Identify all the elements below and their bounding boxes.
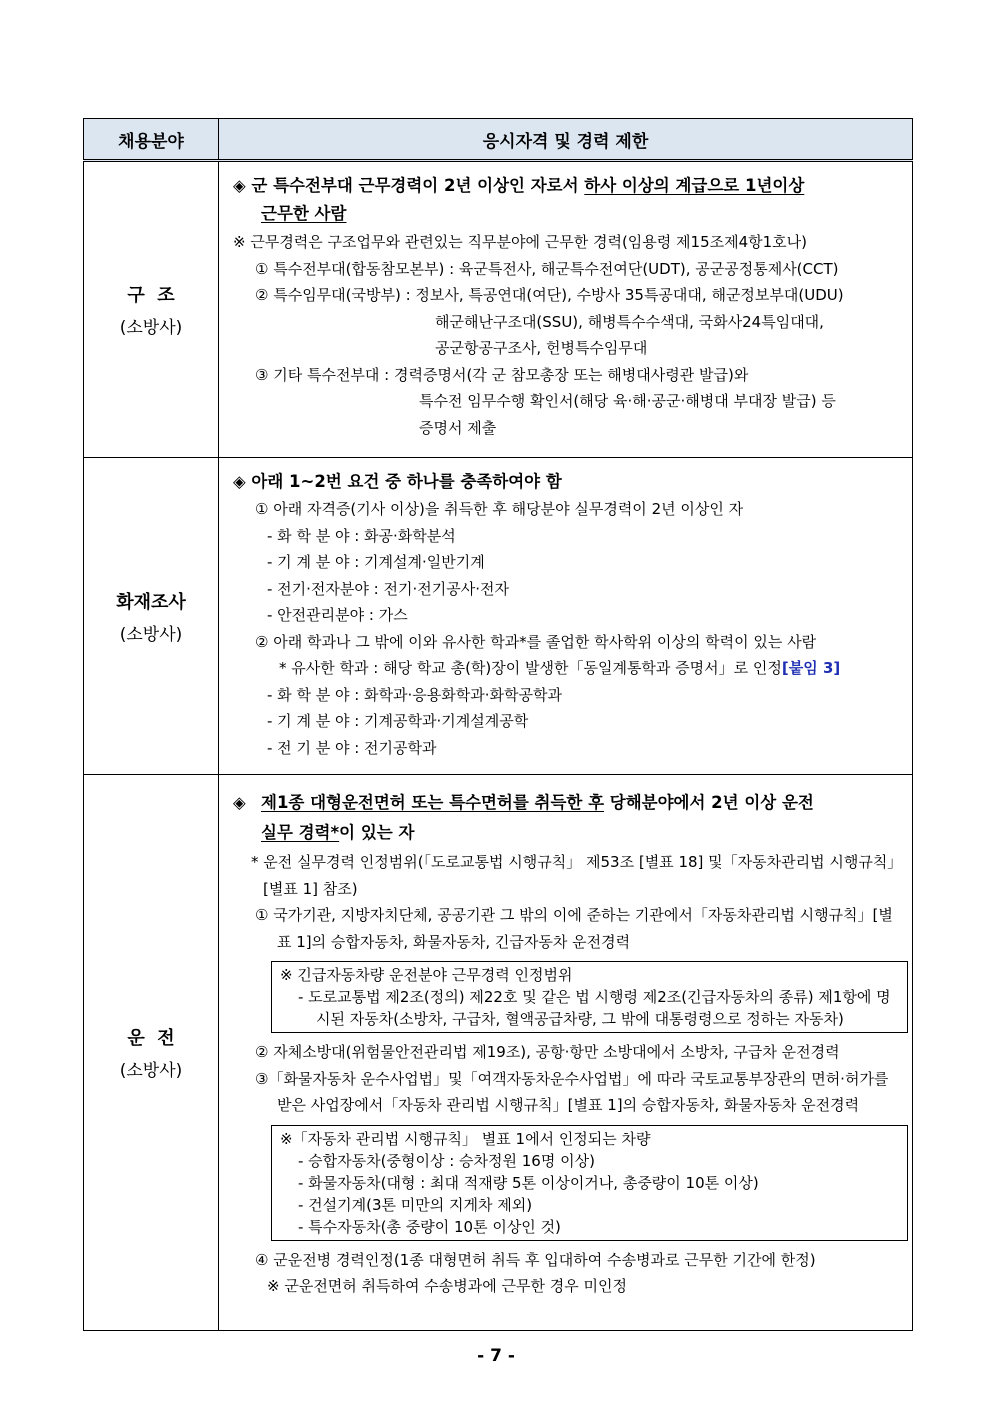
list-item: ② 아래 학과나 그 밖에 이와 유사한 학과*를 졸업한 학사학위 이상의 학력이 있는 사람	[255, 632, 817, 651]
note: * 운전 실무경력 인정범위(「도로교통법 시행규칙」 제53조 [별표 18] 및「자동차관리법 시행규칙」[별표 1] 참조)	[251, 853, 903, 898]
field-name: 구 조	[127, 285, 175, 306]
header-field: 채용분야	[84, 119, 219, 161]
list-item-cont: 특수전 임무수행 확인서(해당 육·해·공군·해병대 부대장 발급) 등	[419, 392, 836, 410]
list-item: ④ 군운전병 경력인정(1종 대형면허 취득 후 입대하여 수송병과로 근무한 기간에 한정)	[255, 1250, 816, 1269]
diamond-bullet-icon: ◈	[233, 793, 246, 812]
headline-underlined-cont: 실무 경력*	[261, 823, 340, 842]
qualification-cell	[219, 458, 913, 775]
field-cell	[84, 458, 219, 775]
headline-text: 당해분야에서 2년 이상 운전	[604, 793, 814, 812]
field-rank: (소방사)	[119, 318, 183, 338]
note: * 유사한 학과 : 해당 학교 총(학)장이 발생한「동일계통학과 증명서」로 인정	[279, 659, 782, 677]
field-name: 화재조사	[116, 591, 186, 613]
header-qualification: 응시자격 및 경력 제한	[219, 119, 913, 161]
list-item: ① 아래 자격증(기사 이상)을 취득한 후 해당분야 실무경력이 2년 이상인 자	[255, 500, 744, 518]
box-item: - 도로교통법 제2조(정의) 제22호 및 같은 법 시행령 제2조(긴급자동차의 종류) 제1항에 명시된 자동차(소방차, 구급차, 혈액공급차량, 그 밖에 대통령령으로 정하는 자동차)	[298, 988, 891, 1028]
table-row-driving	[84, 775, 913, 1331]
box-item: - 특수자동차(총 중량이 10톤 이상인 것)	[298, 1217, 561, 1236]
qualification-cell	[219, 775, 913, 1331]
page-number: - 7 -	[477, 1346, 515, 1366]
list-item: - 안전관리분야 : 가스	[267, 606, 408, 624]
headline-text: ◈ 군 특수전부대 근무경력이 2년 이상인 자로서	[233, 176, 585, 195]
requirements-table	[83, 118, 913, 1331]
attachment-ref: [붙임 3]	[781, 659, 841, 677]
field-cell	[84, 161, 219, 458]
headline-underlined: 하사 이상의 계급으로 1년이상	[584, 176, 805, 195]
field-rank: (소방사)	[119, 624, 183, 645]
list-item: ① 특수전부대(합동참모본부) : 육군특전사, 해군특수전여단(UDT), 공군공정통제사(CCT)	[255, 259, 839, 278]
box-title: ※「자동차 관리법 시행규칙」 별표 1에서 인정되는 차량	[280, 1129, 651, 1148]
list-item: - 전기·전자분야 : 전기·전기공사·전자	[267, 579, 509, 598]
headline-text-cont: 이 있는 자	[339, 823, 415, 842]
list-item-cont: 공군항공구조사, 헌병특수임무대	[435, 339, 648, 357]
headline-text: ◈ 아래 1~2번 요건 중 하나를 충족하여야 함	[233, 472, 562, 491]
box-item: - 승합자동차(중형이상 : 승차정원 16명 이상)	[298, 1151, 595, 1170]
note-box	[271, 1125, 908, 1241]
list-item: ② 자체소방대(위험물안전관리법 제19조), 공항·항만 소방대에서 소방차, 구급차 운전경력	[255, 1043, 840, 1061]
table-row-fire-investigation	[84, 458, 913, 775]
field-cell	[84, 775, 219, 1331]
list-item: - 화 학 분 야 : 화학과·응용화학과·화학공학과	[267, 685, 562, 704]
list-item-cont: 증명서 제출	[419, 418, 497, 437]
box-title: ※ 긴급자동차량 운전분야 근무경력 인정범위	[280, 966, 573, 984]
list-item: - 전 기 분 야 : 전기공학과	[267, 738, 437, 757]
list-item: ① 국가기관, 지방자치단체, 공공기관 그 밖의 이에 준하는 기관에서「자동차관리법 시행규칙」[별표 1]의 승합자동차, 화물자동차, 긴급자동차 운전경력	[255, 906, 893, 951]
field-name: 운 전	[127, 1028, 175, 1049]
headline-underlined-cont: 근무한 사람	[261, 204, 347, 223]
list-item-cont: 해군해난구조대(SSU), 해병특수수색대, 국화사24특임대대,	[435, 312, 824, 331]
qualification-cell	[219, 161, 913, 458]
list-item: ③「화물자동차 운수사업법」및「여객자동차운수사업법」에 따라 국토교통부장관의 면허·허가를 받은 사업장에서「자동차 관리법 시행규칙」[별표 1]의 승합자동차, 화물자동차 운전경력	[255, 1069, 889, 1114]
table-row-rescue	[84, 161, 913, 458]
headline-underlined: 제1종 대형운전면허 또는 특수면허를 취득한 후	[261, 793, 605, 812]
note: ※ 근무경력은 구조업무와 관련있는 직무분야에 근무한 경력(임용령 제15조제4항1호나)	[233, 233, 807, 251]
field-rank: (소방사)	[119, 1061, 183, 1081]
box-item: - 건설기계(3톤 미만의 지게차 제외)	[298, 1195, 533, 1214]
note: ※ 군운전면허 취득하여 수송병과에 근무한 경우 미인정	[267, 1277, 627, 1295]
list-item: - 화 학 분 야 : 화공·화학분석	[267, 526, 456, 545]
table-header-row	[84, 119, 913, 161]
list-item: ③ 기타 특수전부대 : 경력증명서(각 군 참모총장 또는 해병대사령관 발급)와	[255, 365, 749, 384]
list-item: - 기 계 분 야 : 기계공학과·기계설계공학	[267, 712, 529, 730]
list-item: ② 특수임무대(국방부) : 정보사, 특공연대(여단), 수방사 35특공대대, 해군정보부대(UDU)	[255, 286, 844, 304]
list-item: - 기 계 분 야 : 기계설계·일반기계	[267, 553, 485, 571]
note-box	[271, 961, 908, 1033]
box-item: - 화물자동차(대형 : 최대 적재량 5톤 이상이거나, 총중량이 10톤 이상)	[298, 1173, 759, 1192]
